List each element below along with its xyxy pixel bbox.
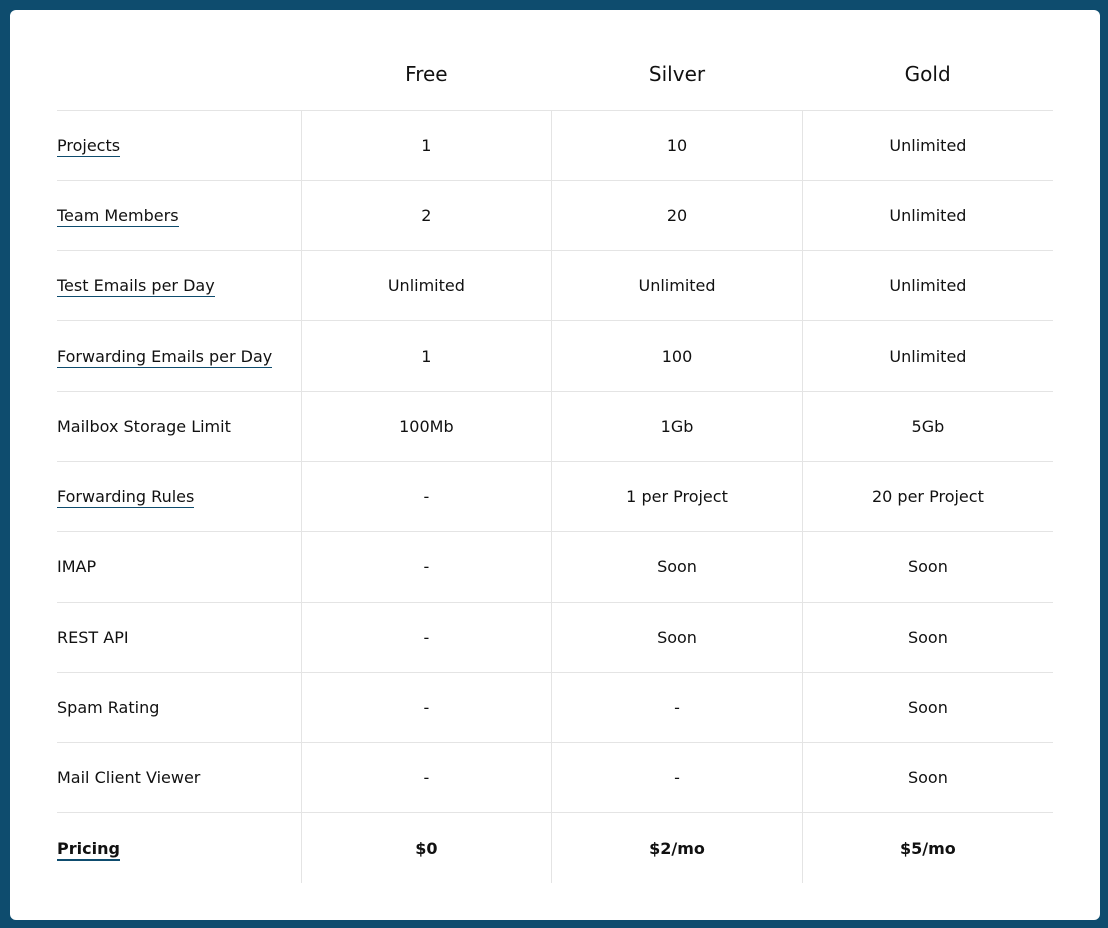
cell-silver: - — [552, 672, 803, 742]
cell-silver: Soon — [552, 532, 803, 602]
feature-link-projects[interactable]: Projects — [57, 135, 121, 155]
feature-link-forwarding-emails[interactable]: Forwarding Emails per Day — [57, 346, 273, 366]
cell-gold: Soon — [802, 532, 1053, 602]
cell-free: 1 — [301, 110, 552, 180]
plan-comparison-table — [57, 49, 1053, 883]
price-silver: $2/mo — [552, 813, 803, 883]
feature-column-header — [57, 49, 301, 110]
price-gold: $5/mo — [802, 813, 1053, 883]
cell-free: - — [301, 532, 552, 602]
cell-gold: Soon — [802, 672, 1053, 742]
feature-label-imap: IMAP — [57, 532, 301, 602]
plan-header-gold: Gold — [802, 49, 1053, 110]
table-row — [57, 321, 1053, 391]
cell-free: - — [301, 672, 552, 742]
cell-silver: - — [552, 743, 803, 813]
feature-label-mailbox-storage: Mailbox Storage Limit — [57, 391, 301, 461]
plan-header-row — [57, 49, 1053, 110]
pricing-card — [10, 10, 1100, 920]
feature-link-pricing[interactable]: Pricing — [57, 839, 120, 861]
cell-free: 100Mb — [301, 391, 552, 461]
cell-gold: Soon — [802, 743, 1053, 813]
cell-free: - — [301, 602, 552, 672]
cell-silver: 100 — [552, 321, 803, 391]
cell-free: 1 — [301, 321, 552, 391]
cell-silver: Unlimited — [552, 251, 803, 321]
feature-label-spam-rating: Spam Rating — [57, 672, 301, 742]
price-free: $0 — [301, 813, 552, 883]
table-row — [57, 461, 1053, 531]
cell-free: 2 — [301, 180, 552, 250]
cell-gold: Unlimited — [802, 321, 1053, 391]
table-row — [57, 110, 1053, 180]
cell-silver: 20 — [552, 180, 803, 250]
feature-link-team-members[interactable]: Team Members — [57, 205, 179, 225]
feature-link-forwarding-rules[interactable]: Forwarding Rules — [57, 487, 195, 507]
cell-silver: 1Gb — [552, 391, 803, 461]
feature-link-test-emails[interactable]: Test Emails per Day — [57, 276, 215, 296]
table-row — [57, 602, 1053, 672]
table-row — [57, 532, 1053, 602]
table-row — [57, 672, 1053, 742]
plan-header-free: Free — [301, 49, 552, 110]
cell-gold: Unlimited — [802, 251, 1053, 321]
table-row — [57, 743, 1053, 813]
cell-silver: 1 per Project — [552, 461, 803, 531]
cell-gold: 20 per Project — [802, 461, 1053, 531]
cell-free: - — [301, 461, 552, 531]
cell-gold: Unlimited — [802, 180, 1053, 250]
feature-label-mail-client-viewer: Mail Client Viewer — [57, 743, 301, 813]
cell-gold: Unlimited — [802, 110, 1053, 180]
cell-gold: 5Gb — [802, 391, 1053, 461]
cell-gold: Soon — [802, 602, 1053, 672]
table-row — [57, 391, 1053, 461]
table-row — [57, 251, 1053, 321]
table-row — [57, 180, 1053, 250]
cell-free: Unlimited — [301, 251, 552, 321]
cell-silver: 10 — [552, 110, 803, 180]
plan-header-silver: Silver — [552, 49, 803, 110]
pricing-row — [57, 813, 1053, 883]
cell-silver: Soon — [552, 602, 803, 672]
feature-label-rest-api: REST API — [57, 602, 301, 672]
cell-free: - — [301, 743, 552, 813]
